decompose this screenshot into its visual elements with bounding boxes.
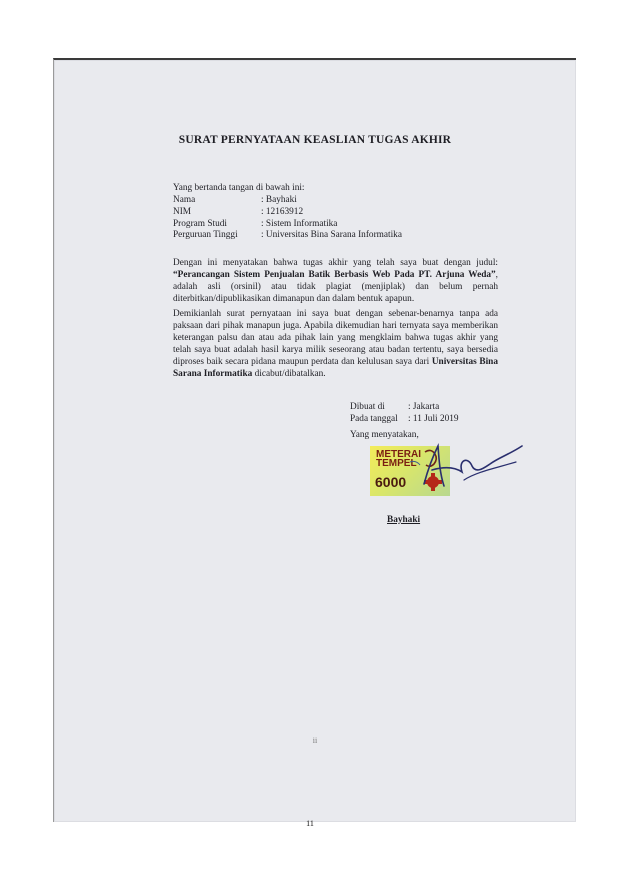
- place-value: : Jakarta: [408, 402, 440, 412]
- field-value: : Sistem Informatika: [261, 218, 338, 229]
- university-name: Universitas Bina Sarana Informatika: [173, 357, 498, 379]
- handwritten-signature-icon: [406, 442, 526, 502]
- field-label: NIM: [173, 206, 192, 217]
- identity-fields: [173, 195, 402, 242]
- field-value: : 12163912: [261, 206, 304, 217]
- stamp-label: METERAI: [376, 449, 421, 460]
- stamp-label: TEMPEL: [376, 458, 417, 469]
- stamp-value: 6000: [375, 474, 407, 490]
- place-label: Dibuat di: [350, 402, 385, 412]
- closing-paragraph: [173, 308, 498, 380]
- paragraph-text: dicabut/dibatalkan.: [252, 369, 326, 379]
- signature-closing: Yang menyatakan,: [350, 430, 419, 440]
- document-title: SURAT PERNYATAAN KEASLIAN TUGAS AKHIR: [178, 134, 452, 146]
- field-value: : Universitas Bina Sarana Informatika: [261, 230, 402, 241]
- signatory-name: Bayhaki: [387, 515, 421, 525]
- field-label: Nama: [173, 195, 196, 205]
- date-label: Pada tanggal: [350, 414, 398, 424]
- field-row-name: [173, 195, 402, 207]
- thesis-title: “Perancangan Sistem Penjualan Batik Berbasis Web Pada PT. Arjuna Weda”: [173, 270, 496, 280]
- paragraph-text: Demikianlah surat pernyataan ini saya buat dengan sebenar-benarnya tanpa ada paksaan dari pihak manapun juga. Apabila dikemudian hari ternyata saya memberikan keterangan palsu dan atau ada pihak lain yang mengklaim bahwa tugas akhir yang telah saya buat adalah hasil karya milik seseorang atau badan tertentu, saya bersedia diproses baik secara pidana maupun perdata dan kelulusan saya dari: [173, 309, 498, 367]
- statement-paragraph: [173, 257, 498, 305]
- field-row-nim: [173, 207, 402, 219]
- field-value: : Bayhaki: [261, 195, 297, 205]
- date-value: : 11 Juli 2019: [408, 414, 459, 424]
- page-number: 11: [306, 819, 314, 828]
- inner-page-number: ii: [312, 736, 318, 745]
- field-row-university: [173, 230, 402, 242]
- signature-details: [350, 401, 459, 425]
- intro-text: Yang bertanda tangan di bawah ini:: [173, 183, 305, 193]
- paragraph-text: , adalah asli (orsinil) atau tidak plagiat (menjiplak) dan belum pernah diterbitkan/dipublikasikan dimanapun dan dalam bentuk apapun.: [173, 270, 498, 304]
- field-label: Program Studi: [173, 218, 227, 229]
- field-row-program: [173, 219, 402, 231]
- paragraph-text: Dengan ini menyatakan bahwa tugas akhir yang telah saya buat dengan judul:: [173, 258, 498, 268]
- field-label: Perguruan Tinggi: [173, 230, 238, 241]
- scanned-page: [53, 58, 576, 822]
